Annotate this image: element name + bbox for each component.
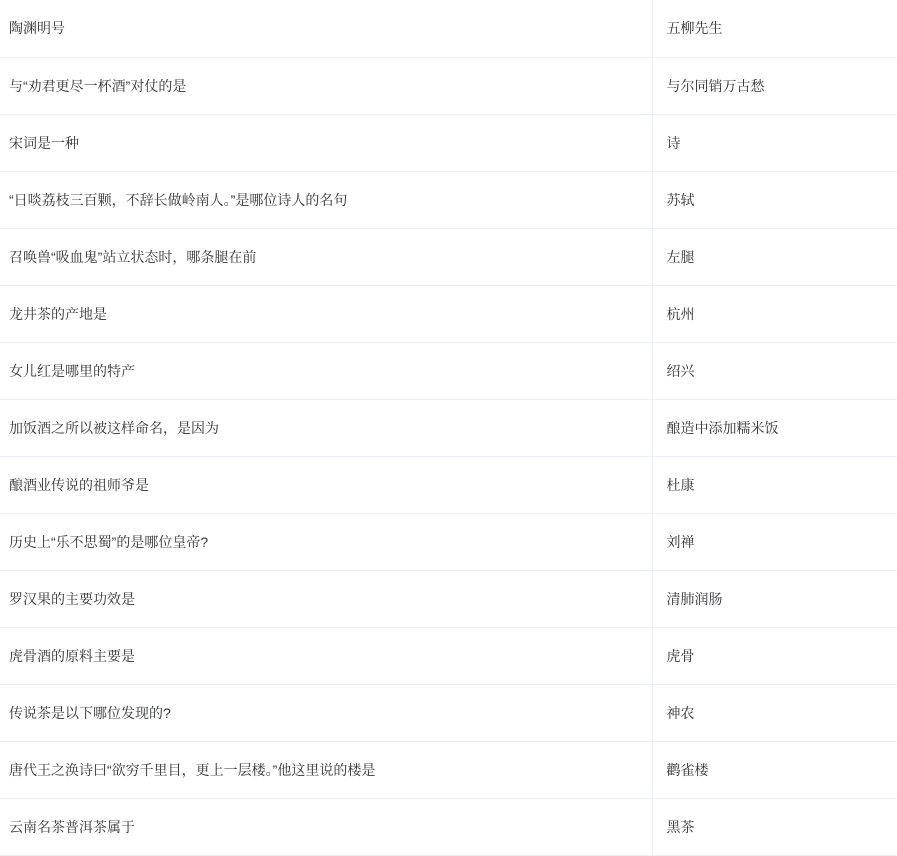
table-row [0, 627, 897, 684]
answer-cell: 与尔同销万古愁 [652, 57, 897, 114]
table-row [0, 285, 897, 342]
table-row [0, 684, 897, 741]
question-cell: 宋词是一种 [0, 114, 652, 171]
answer-cell: 杭州 [652, 285, 897, 342]
answer-cell: 杜康 [652, 456, 897, 513]
answer-cell: 酿造中添加糯米饭 [652, 399, 897, 456]
question-cell: 酿酒业传说的祖师爷是 [0, 456, 652, 513]
answer-cell: 绍兴 [652, 342, 897, 399]
question-cell: 加饭酒之所以被这样命名，是因为 [0, 399, 652, 456]
table-row [0, 171, 897, 228]
table-row [0, 741, 897, 798]
question-cell: 虎骨酒的原料主要是 [0, 627, 652, 684]
table-row [0, 114, 897, 171]
answer-cell: 清肺润肠 [652, 570, 897, 627]
answer-cell: 左腿 [652, 228, 897, 285]
table-row [0, 798, 897, 855]
answer-cell: 虎骨 [652, 627, 897, 684]
answer-cell: 刘禅 [652, 513, 897, 570]
answer-cell: 诗 [652, 114, 897, 171]
answer-cell: 神农 [652, 684, 897, 741]
table-row [0, 570, 897, 627]
table-row [0, 513, 897, 570]
table-row [0, 342, 897, 399]
table-row [0, 456, 897, 513]
question-cell: 陶渊明号 [0, 0, 652, 57]
answer-cell: 黑茶 [652, 798, 897, 855]
answer-cell: 五柳先生 [652, 0, 897, 57]
question-cell: 女儿红是哪里的特产 [0, 342, 652, 399]
question-cell: 云南名茶普洱茶属于 [0, 798, 652, 855]
question-cell: 历史上“乐不思蜀”的是哪位皇帝? [0, 513, 652, 570]
table-row [0, 57, 897, 114]
question-cell: 罗汉果的主要功效是 [0, 570, 652, 627]
question-cell: 唐代王之涣诗曰“欲穷千里目，更上一层楼。”他这里说的楼是 [0, 741, 652, 798]
question-cell: 龙井茶的产地是 [0, 285, 652, 342]
question-cell: 与“劝君更尽一杯酒”对仗的是 [0, 57, 652, 114]
answer-cell: 鹳雀楼 [652, 741, 897, 798]
question-cell: 召唤兽“吸血鬼”站立状态时，哪条腿在前 [0, 228, 652, 285]
answer-cell: 苏轼 [652, 171, 897, 228]
table-row [0, 399, 897, 456]
question-cell: 传说茶是以下哪位发现的? [0, 684, 652, 741]
table-row [0, 0, 897, 57]
table-row [0, 228, 897, 285]
question-cell: “日啖荔枝三百颗，不辞长做岭南人。”是哪位诗人的名句 [0, 171, 652, 228]
